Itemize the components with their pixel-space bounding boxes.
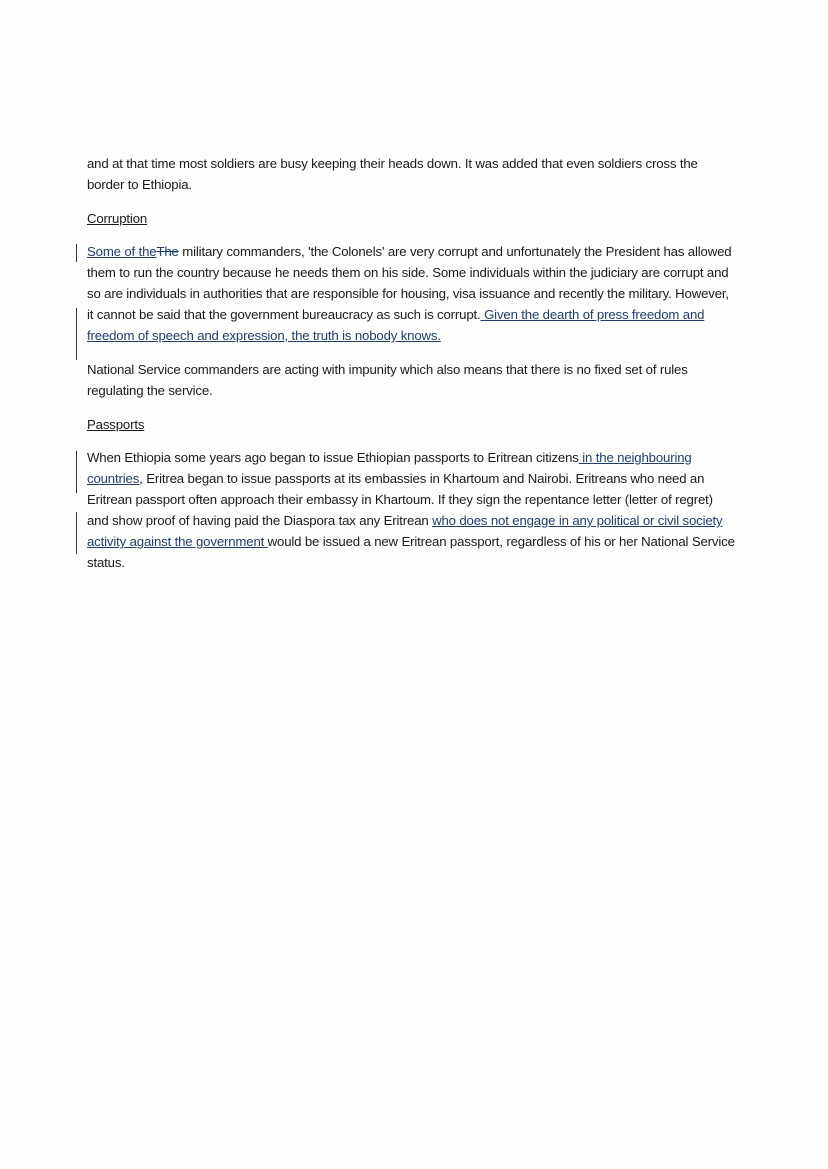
- paragraph-national-service: National Service commanders are acting with impunity which also means that there is no fixed set of rules regulating the service.: [87, 362, 688, 398]
- paragraph-border: and at that time most soldiers are busy keeping their heads down. It was added that even soldiers cross the border to Ethiopia.: [87, 156, 698, 192]
- paragraph-text: would be issued a new Eritrean passport, regardless of his or her National Service status.: [87, 534, 735, 570]
- heading-passports: Passports: [87, 417, 145, 432]
- change-bar: [76, 308, 77, 360]
- change-bar: [76, 451, 77, 493]
- tracked-deletion: The: [156, 244, 179, 259]
- tracked-insertion: who does not engage in any political or civil society activity against the government: [87, 513, 723, 549]
- change-bar: [76, 512, 77, 554]
- paragraph-text: military commanders, 'the Colonels' are very corrupt and unfortunately the President has allowed them to run the country because he needs them on his side. Some individuals within the judiciary are corrupt and so are individuals in authorities that are responsible for housing, visa issuance and recently the military. However, it cannot be said that the government bureaucracy as such is corrupt.: [87, 244, 732, 322]
- paragraph-text: any Eritrean: [355, 513, 433, 528]
- heading-corruption: Corruption: [87, 211, 148, 226]
- tracked-insertion: in the neighbouring countries: [87, 450, 692, 486]
- paragraph-passports: [87, 447, 737, 573]
- paragraph-corruption: [87, 241, 737, 346]
- change-bar: [76, 244, 77, 262]
- document-body: [87, 153, 737, 586]
- tracked-insertion: Given the dearth of press freedom and freedom of speech and expression, the truth is nobody knows.: [87, 307, 705, 343]
- paragraph-text: When Ethiopia some years ago began to issue Ethiopian passports to Eritrean citizens: [87, 450, 579, 465]
- tracked-insertion: Some of the: [87, 244, 157, 259]
- paragraph-text: , Eritrea began to issue passports at its embassies in Khartoum and Nairobi. Eritreans who need an Eritrean passport often approach their embassy in Khartoum. If they sign the repentance letter (letter of regret) and show proof of having paid the Diaspora tax: [87, 471, 713, 528]
